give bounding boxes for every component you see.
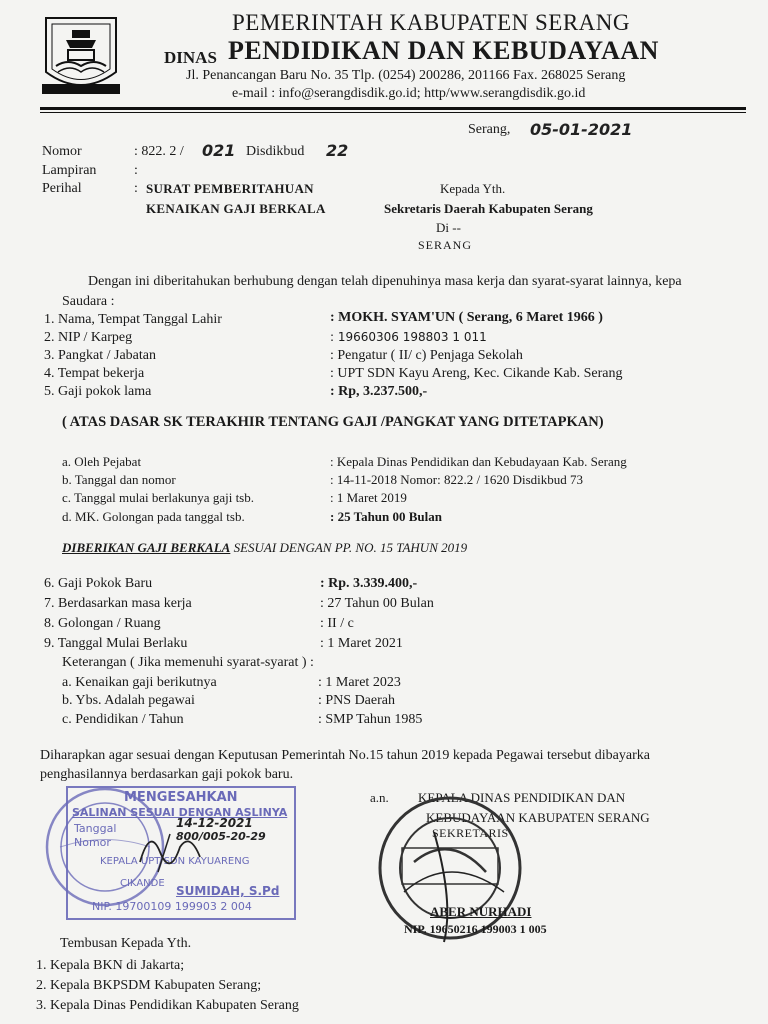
intro-line-1: Dengan ini diberitahukan berhubung dengan telah dipenuhinya masa kerja dan syarat-syarat lainnya, kepa: [88, 274, 682, 289]
recipient-city: SERANG: [418, 238, 473, 252]
lampiran-label: Lampiran: [42, 163, 97, 178]
stamp-title: MENGESAHKAN: [124, 790, 238, 805]
new-value-9: : 1 Maret 2021: [320, 636, 403, 651]
diberikan-bold: DIBERIKAN GAJI BERKALA: [62, 540, 231, 555]
sk-label-d: d. MK. Golongan pada tanggal tsb.: [62, 509, 245, 524]
nomor-label: Nomor: [42, 144, 82, 159]
perihal-line-1: SURAT PEMBERITAHUAN: [146, 181, 314, 196]
identity-label-2: 2. NIP / Karpeg: [44, 330, 133, 345]
tembusan-item-1: 1. Kepala BKN di Jakarta;: [36, 958, 185, 973]
tembusan-title: Tembusan Kepada Yth.: [60, 936, 192, 951]
sk-value-c: : 1 Maret 2019: [330, 490, 407, 505]
sk-label-a: a. Oleh Pejabat: [62, 454, 142, 469]
perihal-colon: :: [134, 181, 138, 196]
identity-label-1: 1. Nama, Tempat Tanggal Lahir: [44, 312, 222, 327]
office-address: Jl. Penancangan Baru No. 35 Tlp. (0254) 200286, 201166 Fax. 268025 Serang: [186, 68, 626, 83]
nomor-prefix: : 822. 2 /: [134, 144, 184, 159]
new-value-7: : 27 Tahun 00 Bulan: [320, 596, 434, 611]
new-label-9: 9. Tanggal Mulai Berlaku: [44, 636, 188, 651]
new-value-8: : II / c: [320, 616, 354, 631]
tembusan-item-3: 3. Kepala Dinas Pendidikan Kabupaten Serang: [36, 998, 299, 1013]
tembusan-item-2: 2. Kepala BKPSDM Kabupaten Serang;: [36, 978, 262, 993]
sig-title-2: KEBUDAYAAN KABUPATEN SERANG: [426, 810, 650, 825]
gov-title: PEMERINTAH KABUPATEN SERANG: [232, 10, 631, 35]
sk-value-b: : 14-11-2018 Nomor: 822.2 / 1620 Disdikbud 73: [330, 472, 584, 487]
stamp-tanggal-value: 14-12-2021: [176, 816, 253, 830]
note-value-b: : PNS Daerah: [318, 693, 395, 708]
handwritten-date: 05-01-2021: [530, 120, 633, 139]
identity-label-4: 4. Tempat bekerja: [44, 366, 145, 381]
stamp-tanggal-label: Tanggal: [74, 822, 117, 835]
stamp-nomor-label: Nomor: [74, 836, 111, 849]
dinas-small: DINAS: [164, 48, 217, 67]
sk-label-c: c. Tanggal mulai berlakunya gaji tsb.: [62, 490, 254, 505]
diberikan-heading: [62, 540, 467, 556]
sig-an: a.n.: [370, 790, 389, 805]
intro-line-2: Saudara :: [62, 294, 115, 309]
sig-title-1: KEPALA DINAS PENDIDIKAN DAN: [418, 790, 626, 805]
stamp-role: KEPALA UPT SDN KAYUARENG: [100, 856, 250, 867]
identity-value-4: : UPT SDN Kayu Areng, Kec. Cikande Kab. Serang: [330, 366, 623, 381]
identity-value-3: : Pengatur ( II/ c) Penjaga Sekolah: [330, 348, 523, 363]
new-label-6: 6. Gaji Pokok Baru: [44, 576, 153, 591]
stamp-subtitle: SALINAN SESUAI DENGAN ASLINYA: [72, 806, 288, 819]
perihal-line-2: KENAIKAN GAJI BERKALA: [146, 201, 326, 216]
identity-value-1: : MOKH. SYAM'UN ( Serang, 6 Maret 1966 ): [330, 310, 603, 325]
stamp-nip: NIP. 19700109 199903 2 004: [92, 900, 252, 913]
diberikan-rest: SESUAI DENGAN PP. NO. 15 TAHUN 2019: [230, 540, 468, 555]
identity-value-5: : Rp, 3.237.500,-: [330, 384, 428, 399]
sk-label-b: b. Tanggal dan nomor: [62, 472, 176, 487]
header-rule-thick: [40, 107, 746, 110]
new-label-8: 8. Golongan / Ruang: [44, 616, 161, 631]
sig-name: ABER NURHADI: [430, 904, 532, 919]
note-label-a: a. Kenaikan gaji berikutnya: [62, 675, 217, 690]
identity-label-3: 3. Pangkat / Jabatan: [44, 348, 156, 363]
identity-value-2: : 19660306 198803 1 011: [330, 330, 487, 344]
nomor-handwritten-1: 021: [202, 141, 236, 160]
sk-value-d: : 25 Tahun 00 Bulan: [330, 509, 443, 524]
recipient-name: Sekretaris Daerah Kabupaten Serang: [384, 201, 593, 216]
note-value-c: : SMP Tahun 1985: [318, 712, 423, 727]
lampiran-value: :: [134, 163, 138, 178]
header-rule-thin: [40, 112, 746, 113]
sk-heading: ( ATAS DASAR SK TERAKHIR TENTANG GAJI /PANGKAT YANG DITETAPKAN): [62, 414, 604, 430]
stamp-nomor-value: 800/005-20-29: [176, 830, 266, 843]
closing-line-2: penghasilannya berdasarkan gaji pokok baru.: [40, 767, 294, 782]
sk-value-a: : Kepala Dinas Pendidikan dan Kebudayaan Kab. Serang: [330, 454, 627, 469]
stamp-name: SUMIDAH, S.Pd: [176, 884, 280, 898]
recipient-kepada: Kepada Yth.: [440, 181, 506, 196]
identity-label-5: 5. Gaji pokok lama: [44, 384, 152, 399]
sig-nip: NIP. 19650216 199003 1 005: [404, 922, 547, 936]
note-label-b: b. Ybs. Adalah pegawai: [62, 693, 195, 708]
closing-line-1: Diharapkan agar sesuai dengan Keputusan Pemerintah No.15 tahun 2019 kepada Pegawai tersebut dibayarka: [40, 748, 650, 763]
nomor-disdikbud: Disdikbud: [246, 144, 305, 159]
note-value-a: : 1 Maret 2023: [318, 675, 401, 690]
stamp-place: CIKANDE: [120, 878, 165, 889]
stamp-signature: [130, 822, 210, 882]
note-label-c: c. Pendidikan / Tahun: [62, 712, 184, 727]
dinas-title: PENDIDIKAN DAN KEBUDAYAAN: [228, 36, 659, 65]
new-value-6: : Rp. 3.339.400,-: [320, 576, 418, 591]
regency-emblem: [38, 14, 124, 100]
place-label: Serang,: [468, 122, 511, 137]
perihal-label: Perihal: [42, 181, 82, 196]
keterangan-label: Keterangan ( Jika memenuhi syarat-syarat ) :: [62, 655, 314, 670]
office-email: e-mail : info@serangdisdik.go.id; http/www.serangdisdik.go.id: [232, 86, 586, 101]
sig-title-3: SEKRETARIS: [432, 826, 509, 840]
recipient-di: Di --: [436, 220, 461, 235]
new-label-7: 7. Berdasarkan masa kerja: [44, 596, 192, 611]
nomor-handwritten-2: 22: [326, 141, 349, 160]
